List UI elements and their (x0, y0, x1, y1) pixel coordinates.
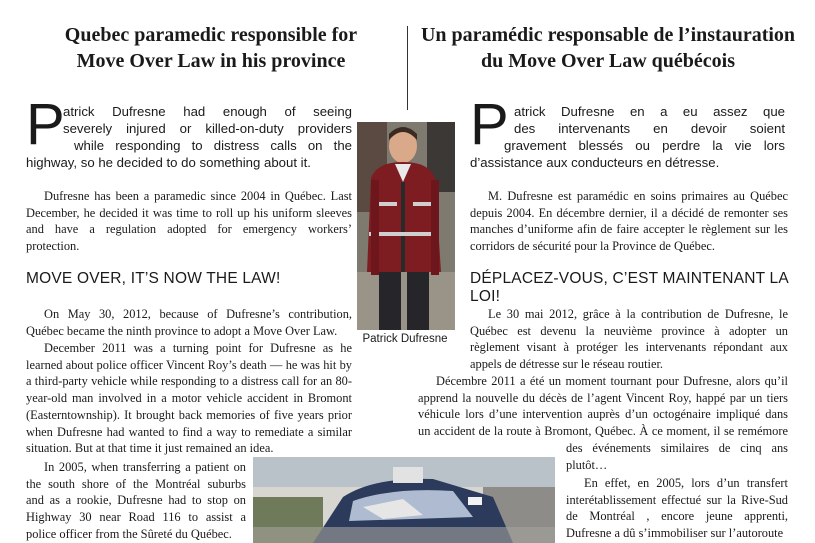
english-lead-line: atrick Dufresne had enough of seeing (63, 104, 352, 119)
accident-scene-photo (253, 457, 555, 543)
french-para3-line: véhicule lors d’une intervention auprès d’un octogénaire impliqué dans (418, 407, 788, 422)
paramedic-portrait-image (357, 122, 455, 330)
english-lead-line: while responding to distress calls on the (74, 138, 352, 153)
french-title-line2: du Move Over Law québécois (480, 50, 736, 72)
english-lead-end (26, 154, 352, 171)
english-lead (63, 103, 352, 137)
english-para1: Dufresne has been a paramedic since 2004 in Québec. Last December, he decided it was time to roll up his uniform sleeves and have a regulation adopted for emergency workers’ protection. (26, 189, 352, 254)
french-para2: Le 30 mai 2012, grâce à la contribution de Dufresne, le Québec est devenu la neuvième province à adopter un règlement visant à protéger les intervenants répondant aux appels de détresse sur le réseau routier. (470, 307, 788, 372)
patrick-dufresne-photo (357, 122, 455, 330)
french-title (418, 22, 798, 74)
french-heading: DÉPLACEZ-VOUS, C’EST MAINTENANT LA LOI! (470, 270, 789, 305)
english-para4-block (26, 459, 246, 543)
english-para4-line: and as a rookie, Dufresne had to stop on (26, 493, 246, 508)
french-para4-line: de Montréal , encore jeune apprenti, (566, 509, 788, 524)
french-para1: M. Dufresne est paramédic en soins primaires au Québec depuis 2004. En décembre dernier, il a décidé de remonter ses manches d’uniforme afin de faire accepter le règlement sur les corridors de sécurité pour la Province de Québec. (470, 189, 788, 254)
english-para3: December 2011 was a turning point for Dufresne as he learned about police officer Vincent Roy’s death — he was hit by a third-party vehicle while responding to a distress call for an 80-year-old man involved in a motor vehicle accident in Bromont (Easterntownship). It brought back memories of five years prior when Dufresne had wanted to find a way to remediate a similar situation. But at that time it just remained an idea. (26, 341, 352, 456)
english-lead-line: severely injured or killed-on-duty providers (63, 121, 352, 136)
french-lead-line: d’assistance aux conducteurs en détresse. (470, 155, 720, 170)
english-title (26, 22, 396, 74)
english-para4-line: police officer from the Sûreté du Québec. (26, 526, 232, 541)
french-para3-line: apprend la nouvelle du décès de l’agent Vincent Roy, happé par un tiers (418, 390, 788, 405)
french-para3-line: plutôt… (566, 457, 608, 472)
english-title-line1: Quebec paramedic responsible for (64, 24, 358, 46)
french-para4-block (566, 475, 788, 542)
french-para4-line: En effet, en 2005, lors d’un transfert (584, 476, 788, 490)
english-para4-line: Highway 30 near Road 116 to assist a (26, 510, 246, 525)
french-title-line1: Un paramédic responsable de l’instauration (420, 24, 796, 46)
french-para3-cont (566, 440, 788, 473)
french-para3-line: un accident de la route à Bromont, Québec. À ce moment, il se remémore (418, 424, 788, 439)
french-para4-line: Dufresne a dû s’immobiliser sur l’autoroute (566, 526, 784, 541)
english-heading: MOVE OVER, IT’S NOW THE LAW! (26, 270, 281, 287)
english-para1-block (26, 188, 352, 255)
english-para3-block (26, 340, 352, 457)
french-lead-cont (504, 137, 785, 154)
french-lead-end (470, 154, 785, 171)
french-para3-line: Décembre 2011 a été un moment tournant pour Dufresne, alors qu’il (436, 374, 788, 388)
column-divider (407, 26, 408, 110)
french-dropcap: P (470, 92, 509, 157)
english-para4-line: the south shore of the Montréal suburbs (26, 476, 246, 491)
english-lead-line: highway, so he decided to do something about it. (26, 155, 311, 170)
french-para3-block (418, 373, 788, 440)
english-para2-block (26, 306, 352, 339)
english-title-line2: Move Over Law in his province (76, 50, 346, 72)
english-para2: On May 30, 2012, because of Dufresne’s contribution, Québec became the ninth province to adopt a Move Over Law. (26, 307, 352, 338)
french-para4-line: interétablissement effectué sur la Rive-Sud (566, 492, 788, 507)
english-para4-line: In 2005, when transferring a patient on (44, 460, 246, 474)
french-lead (514, 103, 785, 137)
english-lead-cont (74, 137, 352, 154)
french-para3-line: des événements similaires de cinq ans (566, 441, 788, 455)
damaged-vehicle-image (253, 457, 555, 543)
french-para1-block (470, 188, 788, 255)
photo-caption: Patrick Dufresne (362, 333, 448, 345)
french-lead-line: gravement blessés ou perdre la vie lors (504, 138, 785, 153)
french-para2-block (470, 306, 788, 373)
english-dropcap: P (26, 92, 65, 157)
french-lead-line: des intervenants en devoir soient (514, 121, 785, 136)
french-lead-line: atrick Dufresne en a eu assez que (514, 104, 785, 119)
